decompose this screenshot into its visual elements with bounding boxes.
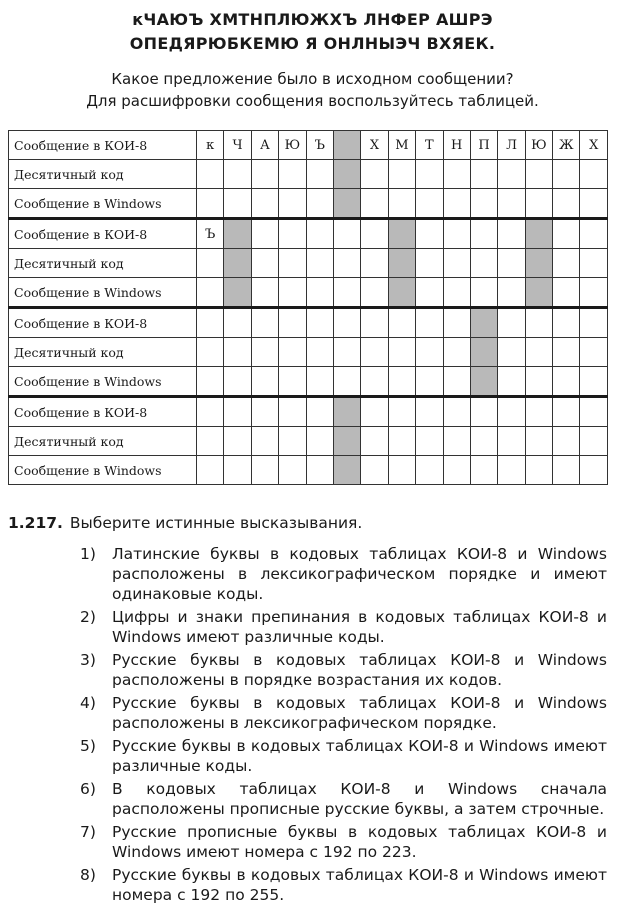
blank-cell[interactable] bbox=[279, 249, 306, 278]
blank-cell[interactable] bbox=[525, 338, 552, 367]
statement-item bbox=[8, 736, 613, 776]
row-label: Сообщение в КОИ-8 bbox=[9, 219, 197, 249]
row-label: Сообщение в КОИ-8 bbox=[9, 308, 197, 338]
blank-cell[interactable] bbox=[361, 397, 388, 427]
blank-cell[interactable] bbox=[361, 456, 388, 485]
statement-item bbox=[8, 865, 613, 905]
koi8-letter-cell: к bbox=[197, 131, 224, 160]
table-row bbox=[9, 427, 608, 456]
blank-cell[interactable] bbox=[306, 249, 333, 278]
blank-cell[interactable] bbox=[498, 338, 525, 367]
blank-cell[interactable] bbox=[388, 160, 415, 189]
space-cell[interactable] bbox=[333, 427, 360, 456]
statement-text: Русские буквы в кодовых таблицах КОИ-8 и Windows расположены в лексикографическом порядке. bbox=[112, 694, 607, 732]
blank-cell[interactable] bbox=[553, 456, 580, 485]
row-label: Десятичный код bbox=[9, 338, 197, 367]
blank-cell[interactable] bbox=[251, 278, 278, 308]
blank-cell[interactable] bbox=[197, 367, 224, 397]
blank-cell[interactable] bbox=[306, 456, 333, 485]
space-cell[interactable] bbox=[224, 249, 251, 278]
blank-cell[interactable] bbox=[279, 397, 306, 427]
blank-cell[interactable] bbox=[498, 308, 525, 338]
koi8-letter-cell: М bbox=[388, 131, 415, 160]
row-label: Сообщение в Windows bbox=[9, 189, 197, 219]
blank-cell[interactable] bbox=[470, 219, 497, 249]
statement-number: 1) bbox=[80, 545, 96, 563]
blank-cell[interactable] bbox=[525, 189, 552, 219]
blank-cell[interactable] bbox=[197, 338, 224, 367]
table-row bbox=[9, 456, 608, 485]
blank-cell[interactable] bbox=[224, 456, 251, 485]
decoding-table bbox=[8, 130, 608, 485]
blank-cell[interactable] bbox=[251, 367, 278, 397]
blank-cell[interactable] bbox=[553, 219, 580, 249]
task-header bbox=[0, 8, 625, 112]
statement-item bbox=[8, 607, 613, 647]
blank-cell[interactable] bbox=[279, 278, 306, 308]
statement-text: Русские буквы в кодовых таблицах КОИ-8 и Windows имеют номера с 192 по 255. bbox=[112, 866, 607, 904]
blank-cell[interactable] bbox=[251, 219, 278, 249]
question-line-2: Для расшифровки сообщения воспользуйтесь таблицей. bbox=[86, 92, 539, 110]
space-cell[interactable] bbox=[388, 219, 415, 249]
space-cell[interactable] bbox=[470, 308, 497, 338]
blank-cell[interactable] bbox=[279, 219, 306, 249]
table-row bbox=[9, 308, 608, 338]
statement-number: 4) bbox=[80, 694, 96, 712]
blank-cell[interactable] bbox=[580, 338, 608, 367]
space-cell[interactable] bbox=[525, 278, 552, 308]
blank-cell[interactable] bbox=[443, 367, 470, 397]
blank-cell[interactable] bbox=[553, 160, 580, 189]
space-cell[interactable] bbox=[470, 367, 497, 397]
blank-cell[interactable] bbox=[498, 397, 525, 427]
table-row bbox=[9, 219, 608, 249]
blank-cell[interactable] bbox=[416, 367, 443, 397]
blank-cell[interactable] bbox=[251, 308, 278, 338]
koi8-letter-cell: Ю bbox=[525, 131, 552, 160]
blank-cell[interactable] bbox=[443, 249, 470, 278]
statement-number: 2) bbox=[80, 608, 96, 626]
blank-cell[interactable] bbox=[498, 427, 525, 456]
blank-cell[interactable] bbox=[553, 367, 580, 397]
blank-cell[interactable] bbox=[306, 160, 333, 189]
space-cell[interactable] bbox=[333, 160, 360, 189]
blank-cell[interactable] bbox=[279, 367, 306, 397]
blank-cell[interactable] bbox=[443, 338, 470, 367]
blank-cell[interactable] bbox=[498, 219, 525, 249]
blank-cell[interactable] bbox=[251, 397, 278, 427]
blank-cell[interactable] bbox=[416, 427, 443, 456]
blank-cell[interactable] bbox=[279, 338, 306, 367]
blank-cell[interactable] bbox=[443, 160, 470, 189]
blank-cell[interactable] bbox=[306, 189, 333, 219]
blank-cell[interactable] bbox=[361, 427, 388, 456]
blank-cell[interactable] bbox=[224, 427, 251, 456]
blank-cell[interactable] bbox=[361, 278, 388, 308]
blank-cell[interactable] bbox=[525, 160, 552, 189]
koi8-letter-cell: Л bbox=[498, 131, 525, 160]
blank-cell[interactable] bbox=[470, 249, 497, 278]
koi8-letter-cell: Т bbox=[416, 131, 443, 160]
statement-item bbox=[8, 779, 613, 819]
blank-cell[interactable] bbox=[197, 160, 224, 189]
space-cell[interactable] bbox=[333, 131, 360, 160]
blank-cell[interactable] bbox=[443, 219, 470, 249]
blank-cell[interactable] bbox=[279, 427, 306, 456]
row-label: Десятичный код bbox=[9, 249, 197, 278]
blank-cell[interactable] bbox=[470, 397, 497, 427]
blank-cell[interactable] bbox=[251, 160, 278, 189]
blank-cell[interactable] bbox=[333, 278, 360, 308]
blank-cell[interactable] bbox=[197, 397, 224, 427]
blank-cell[interactable] bbox=[306, 308, 333, 338]
blank-cell[interactable] bbox=[388, 427, 415, 456]
blank-cell[interactable] bbox=[470, 427, 497, 456]
blank-cell[interactable] bbox=[580, 308, 608, 338]
blank-cell[interactable] bbox=[251, 338, 278, 367]
blank-cell[interactable] bbox=[224, 308, 251, 338]
blank-cell[interactable] bbox=[197, 456, 224, 485]
exercise-1-217 bbox=[8, 512, 613, 908]
statement-item bbox=[8, 544, 613, 604]
statement-text: Русские буквы в кодовых таблицах КОИ-8 и Windows расположены в порядке возрастания их кодов. bbox=[112, 651, 607, 689]
koi8-letter-cell: Н bbox=[443, 131, 470, 160]
table-row bbox=[9, 338, 608, 367]
table-row bbox=[9, 131, 608, 160]
blank-cell[interactable] bbox=[361, 308, 388, 338]
blank-cell[interactable] bbox=[279, 308, 306, 338]
statement-number: 8) bbox=[80, 866, 96, 884]
blank-cell[interactable] bbox=[498, 278, 525, 308]
blank-cell[interactable] bbox=[224, 367, 251, 397]
blank-cell[interactable] bbox=[388, 367, 415, 397]
space-cell[interactable] bbox=[525, 249, 552, 278]
statements-list bbox=[8, 544, 613, 905]
table-row bbox=[9, 397, 608, 427]
blank-cell[interactable] bbox=[361, 189, 388, 219]
blank-cell[interactable] bbox=[224, 397, 251, 427]
table-row bbox=[9, 160, 608, 189]
koi8-letter-cell: Х bbox=[580, 131, 608, 160]
statement-number: 3) bbox=[80, 651, 96, 669]
blank-cell[interactable] bbox=[553, 278, 580, 308]
blank-cell[interactable] bbox=[498, 456, 525, 485]
blank-cell[interactable] bbox=[525, 397, 552, 427]
encoded-message-line-1: кЧАЮЪ ХМТНПЛЮЖХЪ ЛНФЕР АШРЭ bbox=[132, 10, 493, 29]
blank-cell[interactable] bbox=[416, 249, 443, 278]
blank-cell[interactable] bbox=[470, 278, 497, 308]
blank-cell[interactable] bbox=[416, 160, 443, 189]
blank-cell[interactable] bbox=[443, 397, 470, 427]
blank-cell[interactable] bbox=[580, 189, 608, 219]
blank-cell[interactable] bbox=[251, 427, 278, 456]
blank-cell[interactable] bbox=[580, 397, 608, 427]
exercise-heading bbox=[8, 512, 613, 534]
blank-cell[interactable] bbox=[525, 308, 552, 338]
blank-cell[interactable] bbox=[197, 249, 224, 278]
blank-cell[interactable] bbox=[306, 219, 333, 249]
blank-cell[interactable] bbox=[443, 308, 470, 338]
table-row bbox=[9, 278, 608, 308]
blank-cell[interactable] bbox=[498, 249, 525, 278]
blank-cell[interactable] bbox=[333, 367, 360, 397]
blank-cell[interactable] bbox=[388, 189, 415, 219]
statement-text: В кодовых таблицах КОИ-8 и Windows сначала расположены прописные русские буквы, а затем строчные. bbox=[112, 780, 607, 818]
koi8-letter-cell: А bbox=[251, 131, 278, 160]
statement-item bbox=[8, 650, 613, 690]
blank-cell[interactable] bbox=[525, 456, 552, 485]
blank-cell[interactable] bbox=[443, 427, 470, 456]
exercise-number: 1.217. bbox=[8, 514, 63, 532]
blank-cell[interactable] bbox=[580, 249, 608, 278]
table-row bbox=[9, 249, 608, 278]
blank-cell[interactable] bbox=[498, 160, 525, 189]
blank-cell[interactable] bbox=[279, 189, 306, 219]
blank-cell[interactable] bbox=[416, 189, 443, 219]
blank-cell[interactable] bbox=[251, 456, 278, 485]
row-label: Сообщение в КОИ-8 bbox=[9, 397, 197, 427]
encoded-message-line-2: ОПЕДЯРЮБКЕМЮ Я ОНЛНЫЭЧ ВХЯЕК. bbox=[129, 34, 496, 53]
blank-cell[interactable] bbox=[498, 189, 525, 219]
blank-cell[interactable] bbox=[416, 219, 443, 249]
koi8-letter-cell: Ъ bbox=[197, 219, 224, 249]
blank-cell[interactable] bbox=[553, 308, 580, 338]
blank-cell[interactable] bbox=[525, 367, 552, 397]
blank-cell[interactable] bbox=[251, 189, 278, 219]
blank-cell[interactable] bbox=[580, 278, 608, 308]
blank-cell[interactable] bbox=[553, 338, 580, 367]
blank-cell[interactable] bbox=[416, 308, 443, 338]
blank-cell[interactable] bbox=[306, 397, 333, 427]
blank-cell[interactable] bbox=[361, 367, 388, 397]
row-label: Сообщение в Windows bbox=[9, 456, 197, 485]
statement-number: 6) bbox=[80, 780, 96, 798]
statement-text: Латинские буквы в кодовых таблицах КОИ-8 и Windows расположены в лексикографическом порядке и имеют одинаковые коды. bbox=[112, 545, 607, 603]
blank-cell[interactable] bbox=[279, 160, 306, 189]
blank-cell[interactable] bbox=[443, 456, 470, 485]
blank-cell[interactable] bbox=[580, 427, 608, 456]
blank-cell[interactable] bbox=[388, 397, 415, 427]
blank-cell[interactable] bbox=[553, 397, 580, 427]
blank-cell[interactable] bbox=[197, 189, 224, 219]
statement-item bbox=[8, 693, 613, 733]
blank-cell[interactable] bbox=[416, 397, 443, 427]
koi8-letter-cell: Ъ bbox=[306, 131, 333, 160]
blank-cell[interactable] bbox=[553, 249, 580, 278]
blank-cell[interactable] bbox=[306, 338, 333, 367]
blank-cell[interactable] bbox=[498, 367, 525, 397]
blank-cell[interactable] bbox=[416, 456, 443, 485]
blank-cell[interactable] bbox=[443, 189, 470, 219]
blank-cell[interactable] bbox=[306, 367, 333, 397]
koi8-letter-cell: Ч bbox=[224, 131, 251, 160]
space-cell[interactable] bbox=[525, 219, 552, 249]
space-cell[interactable] bbox=[333, 397, 360, 427]
blank-cell[interactable] bbox=[470, 189, 497, 219]
blank-cell[interactable] bbox=[525, 427, 552, 456]
row-label: Десятичный код bbox=[9, 427, 197, 456]
table-row bbox=[9, 367, 608, 397]
blank-cell[interactable] bbox=[333, 308, 360, 338]
blank-cell[interactable] bbox=[416, 338, 443, 367]
blank-cell[interactable] bbox=[306, 278, 333, 308]
space-cell[interactable] bbox=[470, 338, 497, 367]
blank-cell[interactable] bbox=[197, 308, 224, 338]
space-cell[interactable] bbox=[333, 456, 360, 485]
blank-cell[interactable] bbox=[197, 278, 224, 308]
statement-number: 7) bbox=[80, 823, 96, 841]
blank-cell[interactable] bbox=[580, 219, 608, 249]
blank-cell[interactable] bbox=[361, 160, 388, 189]
statement-text: Русские прописные буквы в кодовых таблицах КОИ-8 и Windows имеют номера с 192 по 223. bbox=[112, 823, 607, 861]
statement-number: 5) bbox=[80, 737, 96, 755]
row-label: Десятичный код bbox=[9, 160, 197, 189]
blank-cell[interactable] bbox=[197, 427, 224, 456]
blank-cell[interactable] bbox=[580, 456, 608, 485]
blank-cell[interactable] bbox=[388, 338, 415, 367]
blank-cell[interactable] bbox=[470, 456, 497, 485]
statement-item bbox=[8, 822, 613, 862]
blank-cell[interactable] bbox=[306, 427, 333, 456]
blank-cell[interactable] bbox=[443, 278, 470, 308]
blank-cell[interactable] bbox=[224, 160, 251, 189]
blank-cell[interactable] bbox=[333, 219, 360, 249]
blank-cell[interactable] bbox=[224, 189, 251, 219]
koi8-letter-cell: Ю bbox=[279, 131, 306, 160]
blank-cell[interactable] bbox=[361, 338, 388, 367]
question-line-1: Какое предложение было в исходном сообщении? bbox=[111, 70, 514, 88]
blank-cell[interactable] bbox=[580, 160, 608, 189]
blank-cell[interactable] bbox=[416, 278, 443, 308]
blank-cell[interactable] bbox=[470, 160, 497, 189]
blank-cell[interactable] bbox=[251, 249, 278, 278]
blank-cell[interactable] bbox=[279, 456, 306, 485]
statement-text: Цифры и знаки препинания в кодовых таблицах КОИ-8 и Windows имеют различные коды. bbox=[112, 608, 607, 646]
exercise-title: Выберите истинные высказывания. bbox=[69, 514, 363, 532]
blank-cell[interactable] bbox=[388, 308, 415, 338]
blank-cell[interactable] bbox=[553, 427, 580, 456]
space-cell[interactable] bbox=[224, 219, 251, 249]
blank-cell[interactable] bbox=[361, 249, 388, 278]
blank-cell[interactable] bbox=[224, 338, 251, 367]
question-text bbox=[0, 68, 625, 112]
koi8-letter-cell: П bbox=[470, 131, 497, 160]
space-cell[interactable] bbox=[388, 278, 415, 308]
space-cell[interactable] bbox=[224, 278, 251, 308]
koi8-letter-cell: Ж bbox=[553, 131, 580, 160]
blank-cell[interactable] bbox=[553, 189, 580, 219]
koi8-letter-cell: Х bbox=[361, 131, 388, 160]
space-cell[interactable] bbox=[333, 189, 360, 219]
row-label: Сообщение в Windows bbox=[9, 367, 197, 397]
row-label: Сообщение в Windows bbox=[9, 278, 197, 308]
statement-text: Русские буквы в кодовых таблицах КОИ-8 и Windows имеют различные коды. bbox=[112, 737, 607, 775]
row-label: Сообщение в КОИ-8 bbox=[9, 131, 197, 160]
blank-cell[interactable] bbox=[333, 338, 360, 367]
blank-cell[interactable] bbox=[361, 219, 388, 249]
blank-cell[interactable] bbox=[580, 367, 608, 397]
blank-cell[interactable] bbox=[388, 456, 415, 485]
blank-cell[interactable] bbox=[333, 249, 360, 278]
space-cell[interactable] bbox=[388, 249, 415, 278]
table-row bbox=[9, 189, 608, 219]
